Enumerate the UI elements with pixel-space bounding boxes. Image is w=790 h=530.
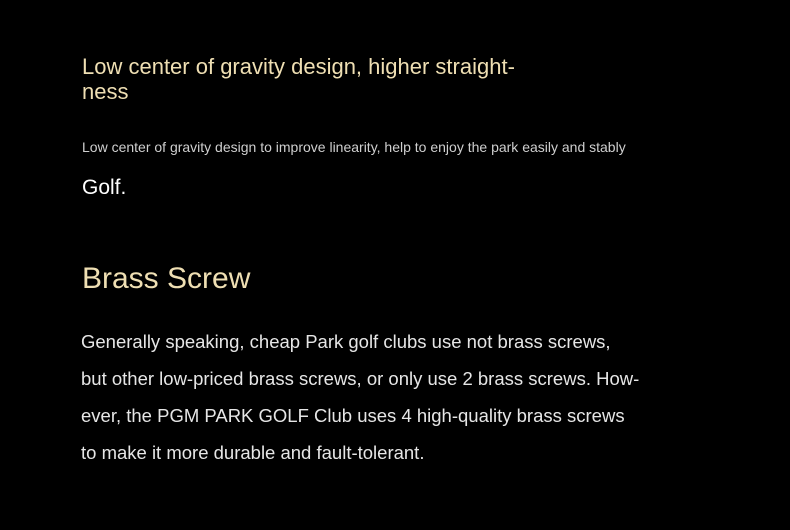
brass-screw-body: Generally speaking, cheap Park golf clubs use not brass screws, but other low-priced brass screws, or only use 2 brass screws. How- ever, the PGM PARK GOLF Club uses 4 high-quality brass screws to make it more durable and fault-tolerant. — [81, 331, 640, 463]
gravity-design-section — [82, 54, 682, 201]
gravity-design-description: Low center of gravity design to improve linearity, help to enjoy the park easily and stably — [82, 139, 626, 155]
gravity-design-continuation: Golf. — [82, 176, 127, 199]
brass-screw-section — [82, 262, 692, 471]
gravity-design-heading: Low center of gravity design, higher straight- ness — [82, 54, 515, 104]
brass-screw-heading: Brass Screw — [82, 262, 251, 295]
